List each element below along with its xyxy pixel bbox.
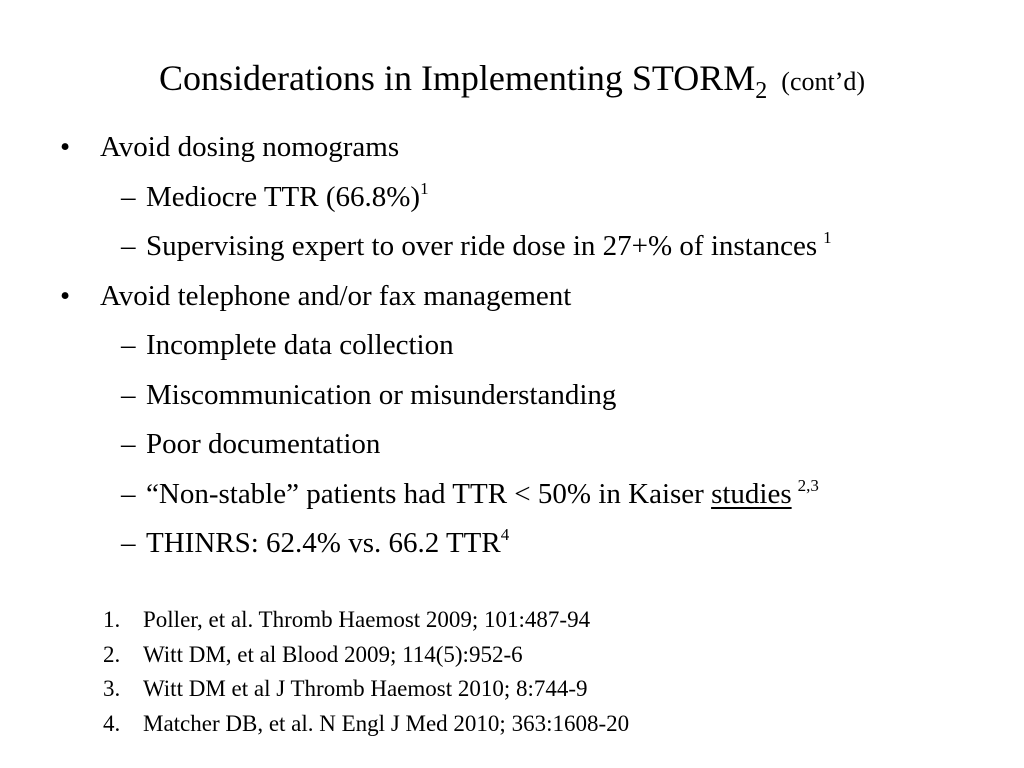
reference-item xyxy=(0,638,1024,673)
bullet-item xyxy=(0,127,1024,177)
bullet-item xyxy=(0,276,1024,326)
sub-bullet-text: Miscommunication or misunderstanding xyxy=(146,378,617,411)
sub-bullet-item xyxy=(0,523,1024,573)
citation-superscript: 2,3 xyxy=(797,475,819,495)
reference-number: 4. xyxy=(103,710,121,736)
citation-superscript: 1 xyxy=(823,228,832,247)
sub-bullet-text: Poor documentation xyxy=(146,428,381,460)
bullet-text: Avoid telephone and/or fax management xyxy=(100,279,572,312)
title-subscript: 2 xyxy=(755,78,768,104)
reference-item xyxy=(0,672,1024,707)
sub-bullet-item xyxy=(0,375,1024,425)
reference-number: 3. xyxy=(103,676,121,701)
bullet-marker: • xyxy=(60,279,71,312)
reference-item xyxy=(0,707,1024,742)
sub-bullet-text: Mediocre TTR (66.8%) xyxy=(146,180,421,213)
dash-marker: – xyxy=(121,378,136,411)
bullet-text: Avoid dosing nomograms xyxy=(100,131,400,163)
sub-bullet-item xyxy=(0,226,1024,276)
citation-superscript: 4 xyxy=(500,525,510,544)
reference-text: Matcher DB, et al. N Engl J Med 2010; 363:1608-20 xyxy=(143,710,630,736)
dash-marker: – xyxy=(121,180,136,213)
reference-text: Witt DM, et al Blood 2009; 114(5):952-6 xyxy=(143,641,523,667)
title-contd: (cont’d) xyxy=(781,67,866,96)
studies-link[interactable]: studies xyxy=(711,477,792,510)
sub-bullet-text: Supervising expert to over ride dose in 27+% of instances xyxy=(146,230,818,262)
reference-number: 1. xyxy=(103,607,121,632)
sub-bullet-item xyxy=(0,177,1024,227)
slide-title xyxy=(0,56,1024,104)
sub-bullet-item xyxy=(0,325,1024,375)
title-main: Considerations in Implementing STORM xyxy=(158,58,756,98)
sub-bullet-item xyxy=(0,474,1024,524)
citation-superscript: 1 xyxy=(420,178,429,198)
dash-marker: – xyxy=(121,477,136,510)
reference-number: 2. xyxy=(103,641,121,667)
bullet-list xyxy=(0,127,1024,573)
sub-bullet-item xyxy=(0,424,1024,474)
dash-marker: – xyxy=(121,428,136,460)
references-list xyxy=(0,603,1024,741)
sub-bullet-text: THINRS: 62.4% vs. 66.2 TTR xyxy=(146,527,501,559)
dash-marker: – xyxy=(121,329,136,361)
sub-bullet-text: “Non-stable” patients had TTR < 50% in Kaiser xyxy=(146,477,712,510)
sub-bullet-text: Incomplete data collection xyxy=(146,329,454,361)
reference-item xyxy=(0,603,1024,638)
dash-marker: – xyxy=(121,527,136,559)
reference-text: Witt DM et al J Thromb Haemost 2010; 8:744-9 xyxy=(143,676,588,701)
bullet-marker: • xyxy=(60,131,71,163)
dash-marker: – xyxy=(121,230,136,262)
reference-text: Poller, et al. Thromb Haemost 2009; 101:487-94 xyxy=(143,607,591,632)
